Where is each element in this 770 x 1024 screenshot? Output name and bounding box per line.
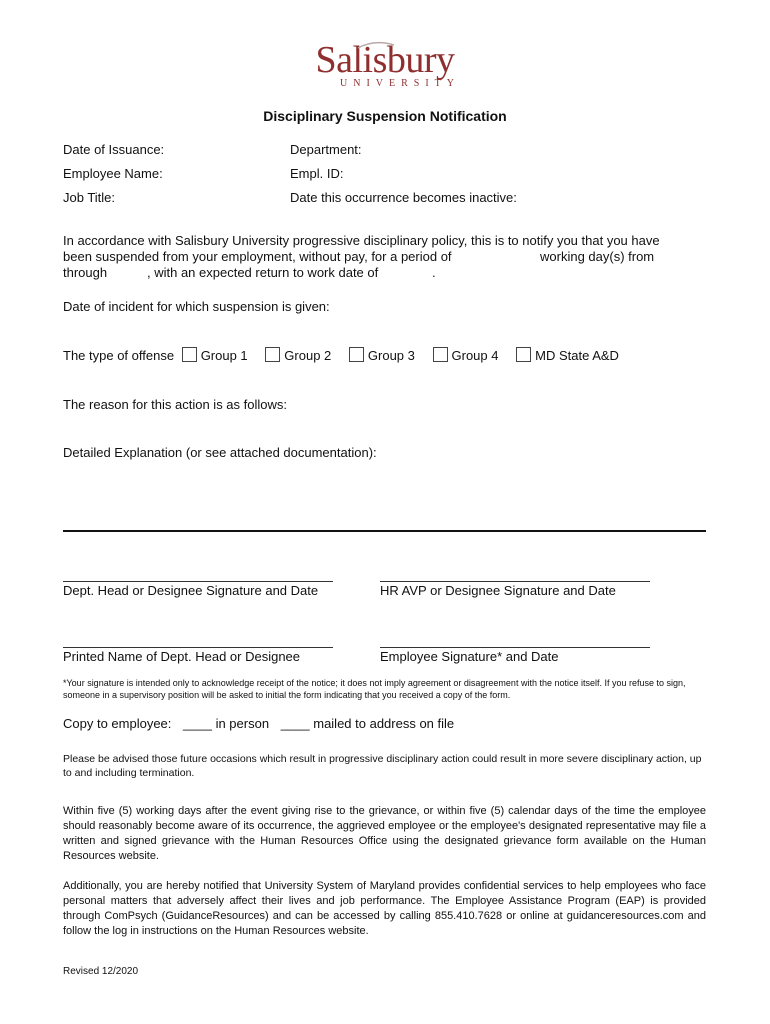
offense-type-row [63, 347, 619, 363]
hr-avp-signature-label: HR AVP or Designee Signature and Date [380, 583, 616, 598]
dept-head-signature-line[interactable] [63, 581, 333, 582]
signature-note: *Your signature is intended only to acknowledge receipt of the notice; it does not imply agreement or disagreement with the notice itself. If you refuse to sign, someone in a supervisory position will be asked to initial the form indicating that you received a copy of the form. [63, 678, 686, 700]
group-4-label: Group 4 [451, 348, 499, 363]
incident-date-label: Date of incident for which suspension is given: [63, 299, 330, 314]
md-state-ad-checkbox[interactable] [516, 347, 531, 362]
md-state-ad-label: MD State A&D [535, 348, 619, 363]
explanation-label: Detailed Explanation (or see attached documentation): [63, 445, 377, 460]
accordance-line-1: In accordance with Salisbury University progressive disciplinary policy, this is to notify you that you have [63, 233, 660, 248]
copy-to-employee-label: Copy to employee: [63, 716, 172, 731]
printed-name-label: Printed Name of Dept. Head or Designee [63, 649, 301, 664]
group-2-label: Group 2 [284, 348, 332, 363]
eap-paragraph: Additionally, you are hereby notified that University System of Maryland provides confidential services to help employees who face personal matters that adversely affect their lives and job performance. The Employee Assistance Program (EAP) is provided through ComPsych (GuidanceResources) and can be accessed by calling 855.410.7628 or online at guidanceresources.com and follow the log in instructions on the Human Resources website. [63, 880, 706, 937]
dept-head-signature-label: Dept. Head or Designee Signature and Date [63, 583, 319, 598]
employee-signature-label: Employee Signature* and Date [380, 649, 559, 664]
group-4-checkbox[interactable] [433, 347, 448, 362]
group-2-checkbox[interactable] [265, 347, 280, 362]
group-1-label: Group 1 [200, 348, 248, 363]
logo-wordmark: Salisbury [315, 39, 455, 81]
accordance-line-3c: . [432, 265, 436, 280]
offense-type-label: The type of offense [63, 348, 175, 363]
advised-notice: Please be advised those future occasions which result in progressive disciplinary action could result in more severe disciplinary action, up to and including termination. [63, 753, 702, 779]
employee-signature-line[interactable] [380, 647, 650, 648]
group-1-checkbox[interactable] [182, 347, 197, 362]
copy-to-employee-row [63, 716, 454, 731]
date-of-issuance-label: Date of Issuance: [63, 142, 165, 157]
accordance-line-3b: , with an expected return to work date of [147, 265, 379, 280]
mailed-label: mailed to address on file [313, 716, 455, 731]
in-person-blank[interactable]: ____ [183, 716, 212, 731]
accordance-line-2b: working day(s) from [540, 249, 655, 264]
group-3-label: Group 3 [367, 348, 415, 363]
salisbury-logo [0, 40, 770, 89]
empl-id-label: Empl. ID: [290, 166, 344, 181]
logo-swoosh-icon [356, 41, 396, 49]
logo-subtitle: UNIVERSITY [340, 78, 460, 89]
mailed-blank[interactable]: ____ [280, 716, 310, 731]
inactive-date-label: Date this occurrence becomes inactive: [290, 190, 517, 205]
grievance-paragraph: Within five (5) working days after the event giving rise to the grievance, or within five (5) calendar days of the time the employee should reasonably become aware of its occurrence, the aggrieved employee or the employee's designated representative may file a written and signed grievance with the Human Resources Office using the designated grievance form available on the Human Resources website. [63, 805, 706, 862]
job-title-label: Job Title: [63, 190, 116, 205]
department-label: Department: [290, 142, 362, 157]
printed-name-line[interactable] [63, 647, 333, 648]
hr-avp-signature-line[interactable] [380, 581, 650, 582]
explanation-divider [63, 530, 706, 532]
reason-label: The reason for this action is as follows: [63, 397, 287, 412]
group-3-checkbox[interactable] [349, 347, 364, 362]
accordance-line-2a: been suspended from your employment, without pay, for a period of [63, 249, 452, 264]
employee-name-label: Employee Name: [63, 166, 163, 181]
in-person-label: in person [215, 716, 270, 731]
accordance-line-3a: through [63, 265, 108, 280]
page-title: Disciplinary Suspension Notification [263, 108, 507, 124]
revision-date: Revised 12/2020 [63, 966, 139, 977]
